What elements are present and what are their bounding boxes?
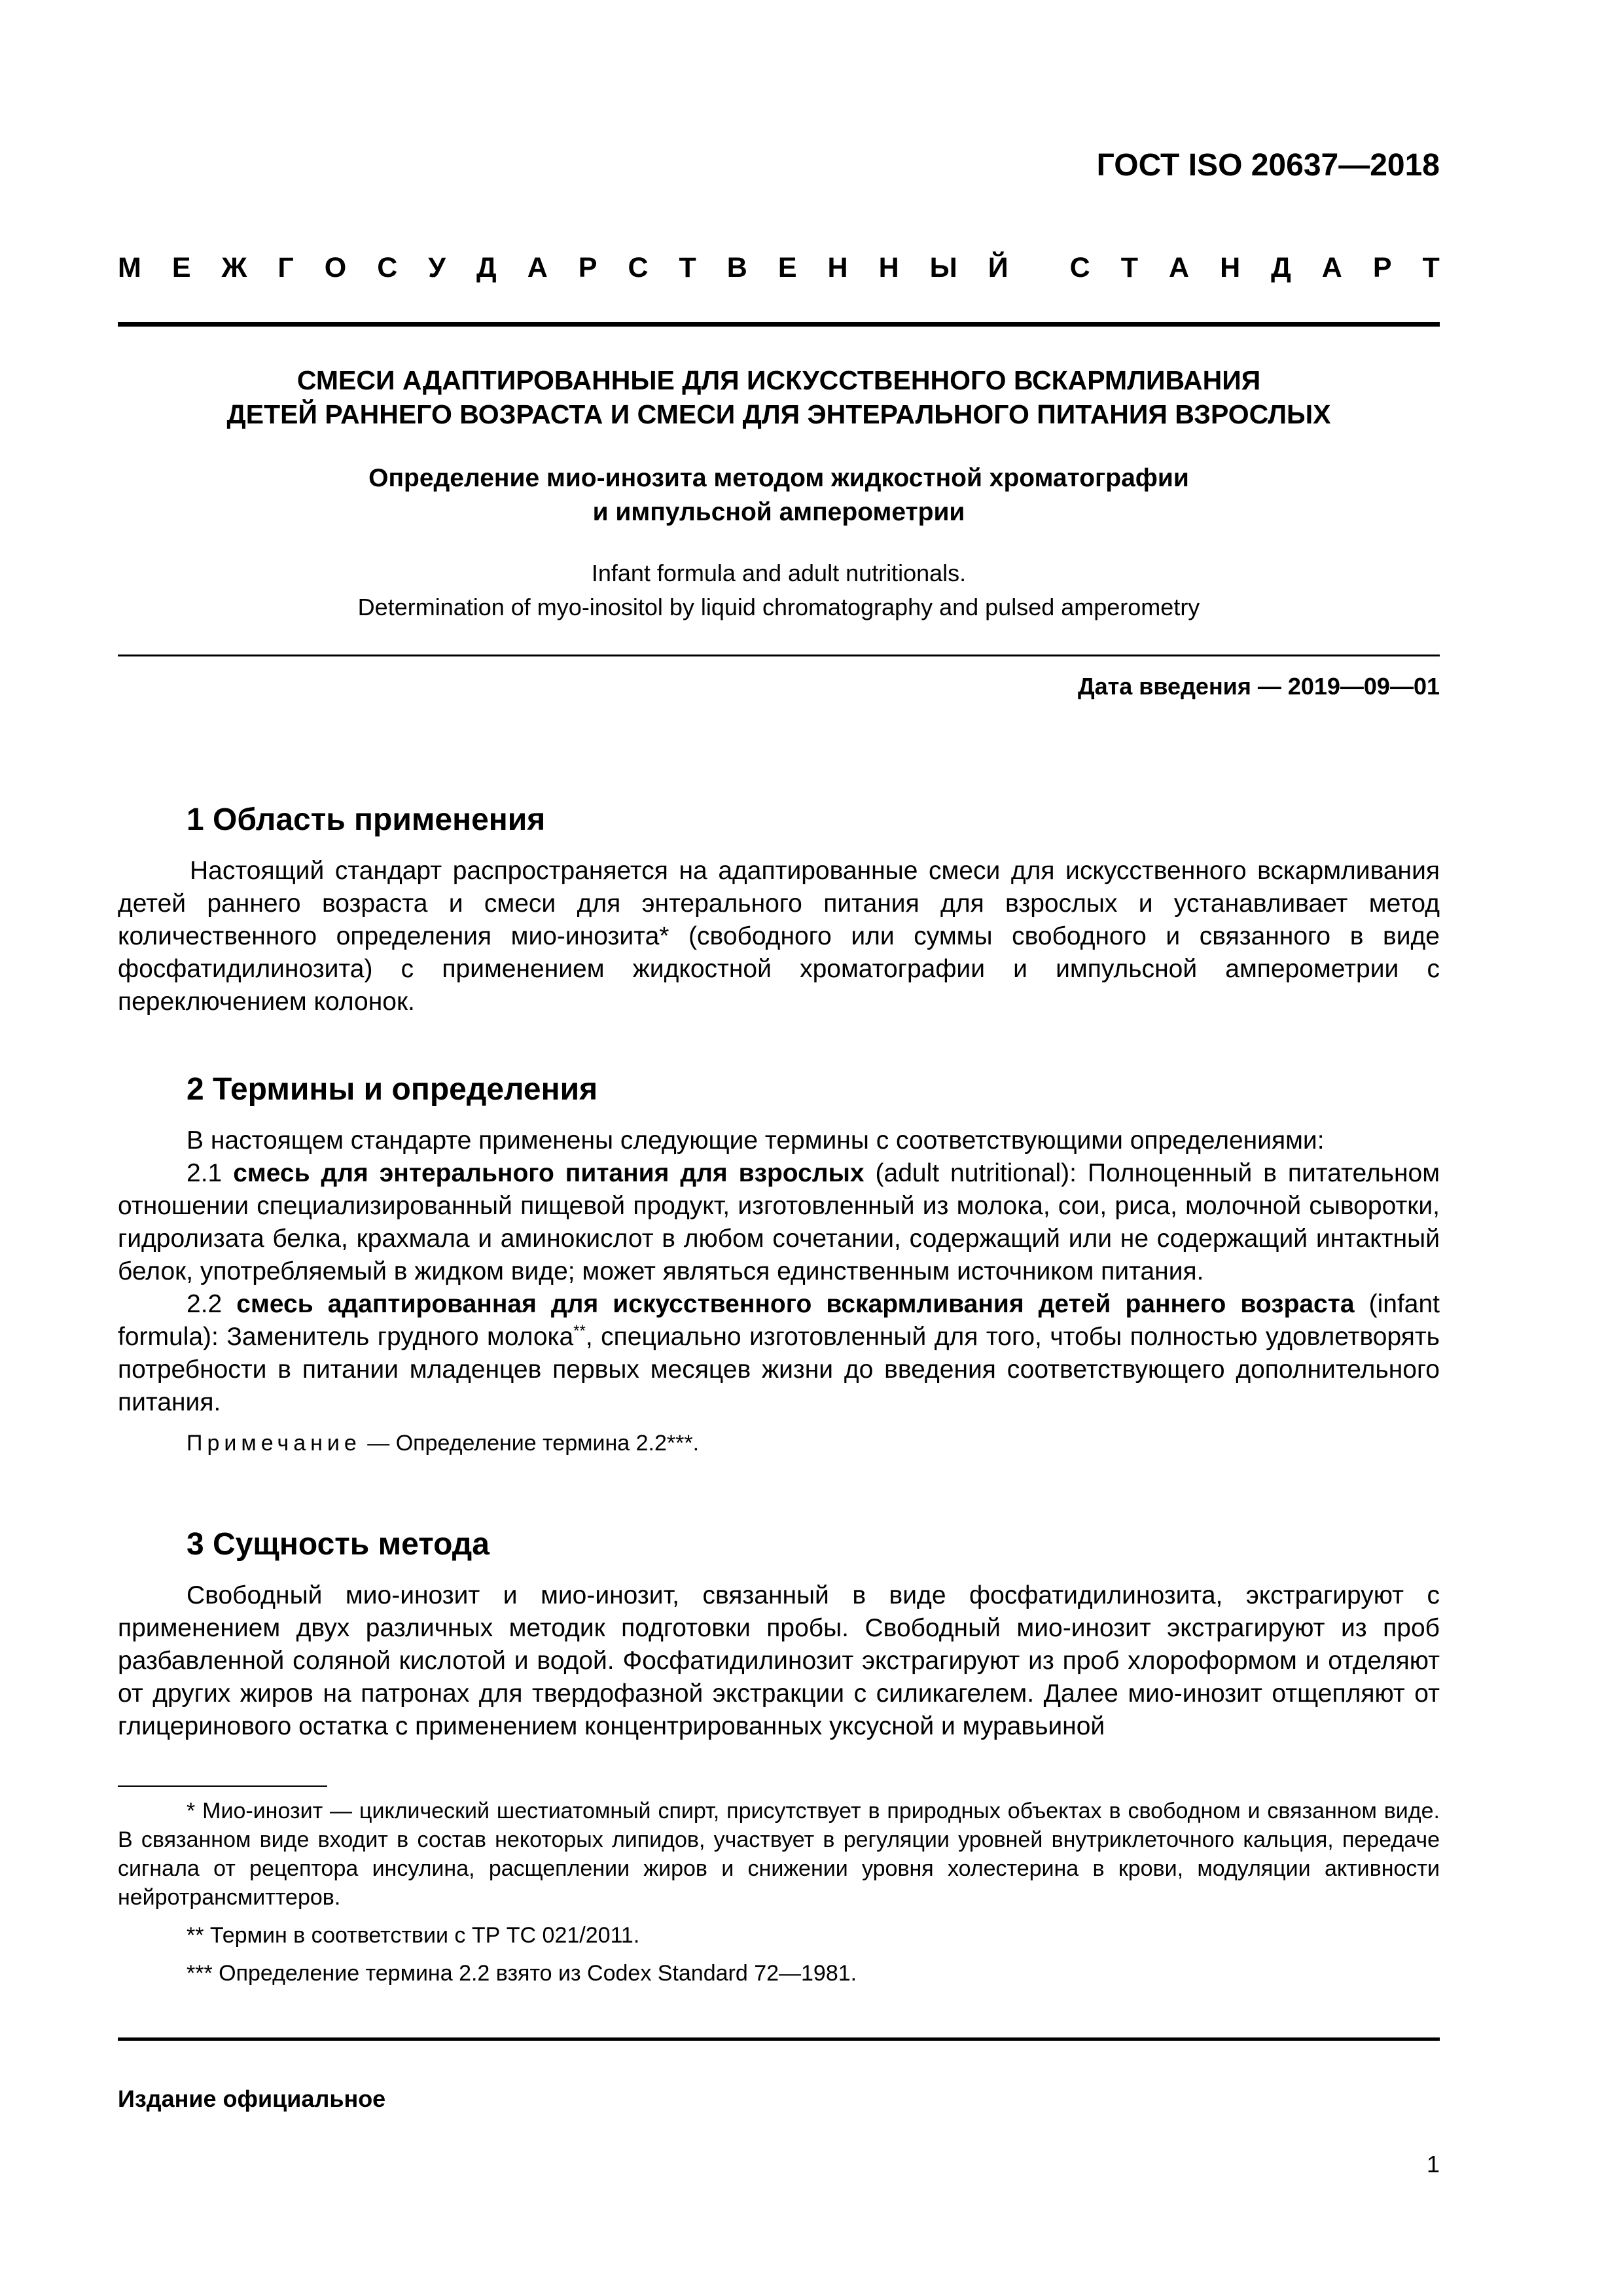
mezh-letter: М <box>118 252 141 283</box>
mezh-letter: Т <box>1120 252 1139 283</box>
term-definition <box>118 1157 1440 1288</box>
document-subtitle <box>118 461 1440 529</box>
mezh-letter: Г <box>277 252 294 283</box>
footnote: * Мио-инозит — циклический шестиатомный спирт, присутствует в природных объектах в свободном и связанном виде. В связанном виде входит в состав некоторых липидов, участвует в регуляции уровней внутриклеточного кальция, передаче сигнала от рецептора инсулина, расщеплении жиров и снижении уровня холестерина в крови, модуляции активности нейротрансмиттеров. <box>118 1799 1440 1910</box>
mezh-letter: С <box>1069 252 1090 283</box>
mezh-letter: С <box>628 252 649 283</box>
mezh-letter: Е <box>777 252 797 283</box>
term-text: (infant formula): Заменитель грудного молока <box>118 1290 1440 1351</box>
english-title-line: Determination of myo-inositol by liquid chromatography and pulsed amperometry <box>357 594 1200 620</box>
mezh-letter: Т <box>679 252 696 283</box>
english-title <box>118 556 1440 624</box>
title-rule <box>118 655 1440 656</box>
standard-code: ГОСТ ISO 20637—2018 <box>1096 148 1440 183</box>
mezh-letter: Н <box>878 252 899 283</box>
paragraph: Свободный мио-инозит и мио-инозит, связанный в виде фосфатидилинозита, экстрагируют с применением двух различных методик подготовки пробы. Свободный мио-инозит экстрагируют из проб разбавленной соляной кислотой и водой. Фосфатидилинозит экстрагируют из проб хлороформом и отделяют от других жиров на патронах для твердофазной экстракции с силикагелем. Далее мио-инозит отщепляют от глицеринового остатка с применением концентрированных уксусной и муравьиной <box>118 1581 1440 1740</box>
mezh-letter: Д <box>1271 252 1291 283</box>
mezh-letter: Й <box>988 252 1008 283</box>
mezh-letter: Е <box>171 252 191 283</box>
term-name: смесь адаптированная для искусственного вскармливания детей раннего возраста <box>236 1290 1355 1318</box>
note <box>118 1427 1440 1460</box>
header-rule <box>118 322 1440 327</box>
mezh-letter: Н <box>1220 252 1241 283</box>
mezh-letter: А <box>527 252 548 283</box>
footnote-ref: ** <box>573 1322 586 1340</box>
subtitle-line: и импульсной амперометрии <box>592 498 965 526</box>
section-heading: 2 Термины и определения <box>187 1072 598 1107</box>
footnote: *** Определение термина 2.2 взято из Codex Standard 72—1981. <box>187 1961 857 1986</box>
subtitle-line: Определение мио-инозита методом жидкостной хроматографии <box>368 464 1189 492</box>
note-text: — Определение термина 2.2***. <box>361 1431 700 1456</box>
section-heading: 3 Сущность метода <box>187 1527 490 1562</box>
mezh-letter: С <box>377 252 398 283</box>
section-3 <box>118 1528 1440 1743</box>
mezh-letter: Ы <box>929 252 957 283</box>
term-text: , специально изготовленный для того, чтобы полностью удовлетворять потребности в питании младенцев первых месяцев жизни до введения соответствующего дополнительного питания. <box>118 1323 1440 1416</box>
introduction-date: Дата введения — 2019—09—01 <box>1077 673 1440 700</box>
mezh-letter: У <box>428 252 446 283</box>
mezh-letter: Т <box>1422 252 1440 283</box>
mezh-letter: А <box>1169 252 1190 283</box>
paragraph: В настоящем стандарте применены следующие термины с соответствующими определениями: <box>187 1126 1325 1155</box>
mezh-letter: О <box>324 252 347 283</box>
section-1 <box>118 804 1440 1018</box>
section-heading: 1 Область применения <box>187 802 546 837</box>
english-title-line: Infant formula and adult nutritionals. <box>591 560 967 586</box>
mezh-letter: Н <box>827 252 848 283</box>
footer-rule <box>118 2037 1440 2041</box>
title-line: ДЕТЕЙ РАННЕГО ВОЗРАСТА И СМЕСИ ДЛЯ ЭНТЕРАЛЬНОГО ПИТАНИЯ ВЗРОСЛЫХ <box>226 399 1331 429</box>
footnote: ** Термин в соответствии с ТР ТС 021/2011. <box>187 1923 640 1948</box>
footnote-rule <box>118 1785 327 1787</box>
page-number: 1 <box>1426 2151 1440 2178</box>
document-title <box>118 363 1440 431</box>
term-number: 2.2 <box>187 1290 223 1318</box>
term-number: 2.1 <box>187 1159 223 1187</box>
standard-type-header <box>118 252 1440 284</box>
mezh-letter: Ж <box>221 252 247 283</box>
mezh-letter: В <box>726 252 747 283</box>
term-definition <box>118 1288 1440 1419</box>
footnotes <box>118 1797 1440 1988</box>
mezh-letter: Р <box>578 252 597 283</box>
term-text: (adult nutritional): Полноценный в питательном отношении специализированный пищевой продукт, изготовленный из молока, сои, риса, молочной сыворотки, гидролизата белка, крахмала и аминокислот в любом сочетании, содержащий или не содержащий интактный белок, употребляемый в жидком виде; может являться единственным источником питания. <box>118 1159 1440 1285</box>
term-name: смесь для энтерального питания для взрослых <box>233 1159 865 1187</box>
paragraph: Настоящий стандарт распространяется на адаптированные смеси для искусственного вскармливания детей раннего возраста и смеси для энтерального питания для взрослых и устанавливает метод количественного определения мио-инозита* (свободного или суммы свободного и связанного в виде фосфатидилинозита) с применением жидкостной хроматографии и импульсной амперометрии с переключением колонок. <box>118 857 1440 1016</box>
mezh-letter: А <box>1321 252 1342 283</box>
title-line: СМЕСИ АДАПТИРОВАННЫЕ ДЛЯ ИСКУССТВЕННОГО ВСКАРМЛИВАНИЯ <box>296 365 1261 395</box>
section-2 <box>118 1073 1440 1460</box>
mezh-letter: Р <box>1372 252 1392 283</box>
note-label: Примечание <box>187 1431 361 1456</box>
mezh-letter: Д <box>476 252 497 283</box>
edition-label: Издание официальное <box>118 2085 386 2112</box>
